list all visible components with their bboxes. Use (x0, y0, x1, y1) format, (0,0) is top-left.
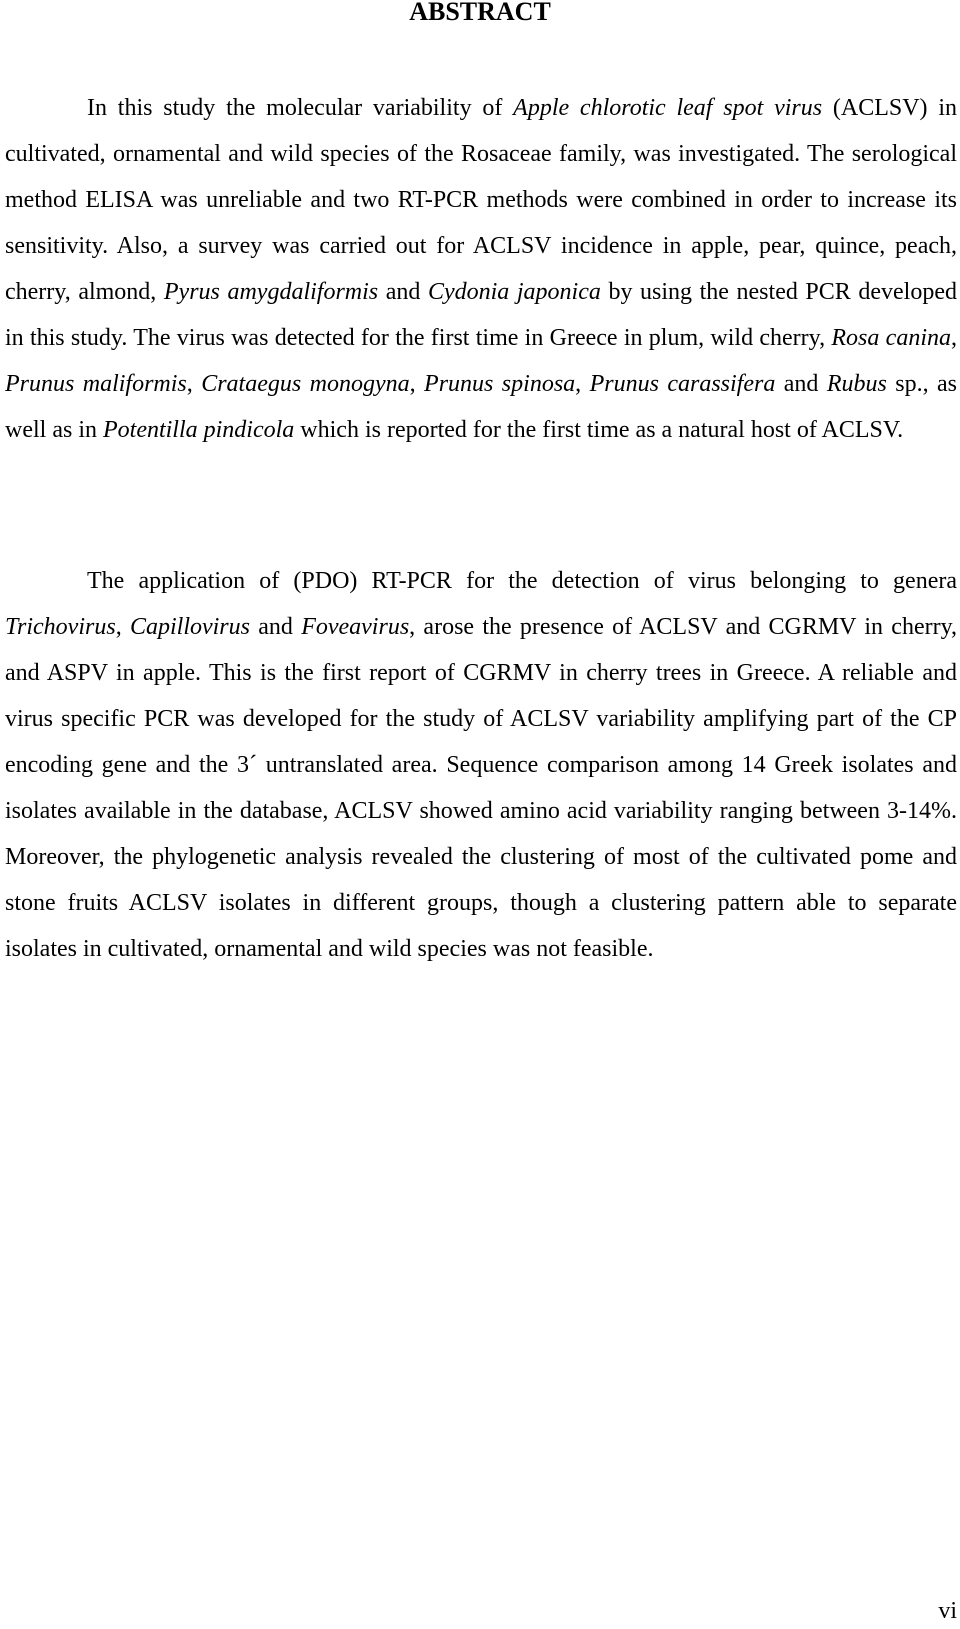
italic-term: Pyrus amygdaliformis (163, 279, 379, 305)
abstract-paragraph-2 (5, 558, 957, 972)
text-run: , arose the presence of ACLSV and CGRMV in cherry, and ASPV in apple. This is the first report of CGRMV in cherry trees in Greece. A reliable and virus specific PCR was developed for the study of ACLSV variability amplifying part of the CP encoding gene and the 3´ untranslated area. Sequence comparison among 14 Greek isolates and isolates available in the database, ACLSV showed amino acid variability ranging between 3-14%. Moreover, the phylogenetic analysis revealed the clustering of most of the cultivated pome and stone fruits ACLSV isolates in different groups, though a clustering pattern able to separate isolates in cultivated, ornamental and wild species was not feasible. (5, 614, 958, 962)
text-run: (ACLSV) in cultivated, ornamental and wild species of the Rosaceae family, was investigated. The serological method ELISA was unreliable and two RT-PCR methods were combined in order to increase its sensitivity. Also, a survey was carried out for ACLSV incidence in apple, pear, quince, peach, cherry, almond, (5, 95, 958, 305)
text-run: which is reported for the first time as a natural host of ACLSV. (294, 417, 904, 443)
italic-term: Rubus (826, 371, 887, 397)
abstract-paragraph-1 (5, 85, 957, 453)
text-run: and (249, 614, 302, 640)
italic-term: Rosa canina (831, 325, 951, 351)
italic-term: Crataegus monogyna (201, 371, 410, 397)
abstract-heading: ABSTRACT (409, 0, 551, 26)
italic-term: Cydonia japonica (427, 279, 601, 305)
text-run: by using the nested PCR developed in this study. The virus was detected for the first time in Greece in plum, wild cherry, (5, 279, 957, 351)
text-run: , (951, 325, 957, 351)
text-run: , (575, 371, 590, 397)
italic-term: Prunus carassifera (589, 371, 776, 397)
italic-term: Capillovirus (129, 614, 250, 640)
text-run: sp., as well as in (5, 371, 958, 443)
italic-term: Apple chlorotic leaf spot virus (513, 95, 823, 121)
text-run: and (775, 371, 827, 397)
italic-term: Trichovirus (5, 614, 116, 640)
text-run: , (409, 371, 425, 397)
italic-term: Prunus maliformis (5, 371, 187, 397)
italic-term: Potentilla pindicola (102, 417, 295, 443)
text-run: In this study the molecular variability of (87, 95, 514, 121)
text-run: and (378, 279, 428, 305)
text-run: The application of (PDO) RT-PCR for the detection of virus belonging to genera (87, 568, 957, 594)
page-number: vi (938, 1598, 957, 1624)
italic-term: Prunus spinosa (424, 371, 576, 397)
text-run: , (186, 371, 202, 397)
italic-term: Foveavirus (301, 614, 410, 640)
text-run: , (115, 614, 130, 640)
